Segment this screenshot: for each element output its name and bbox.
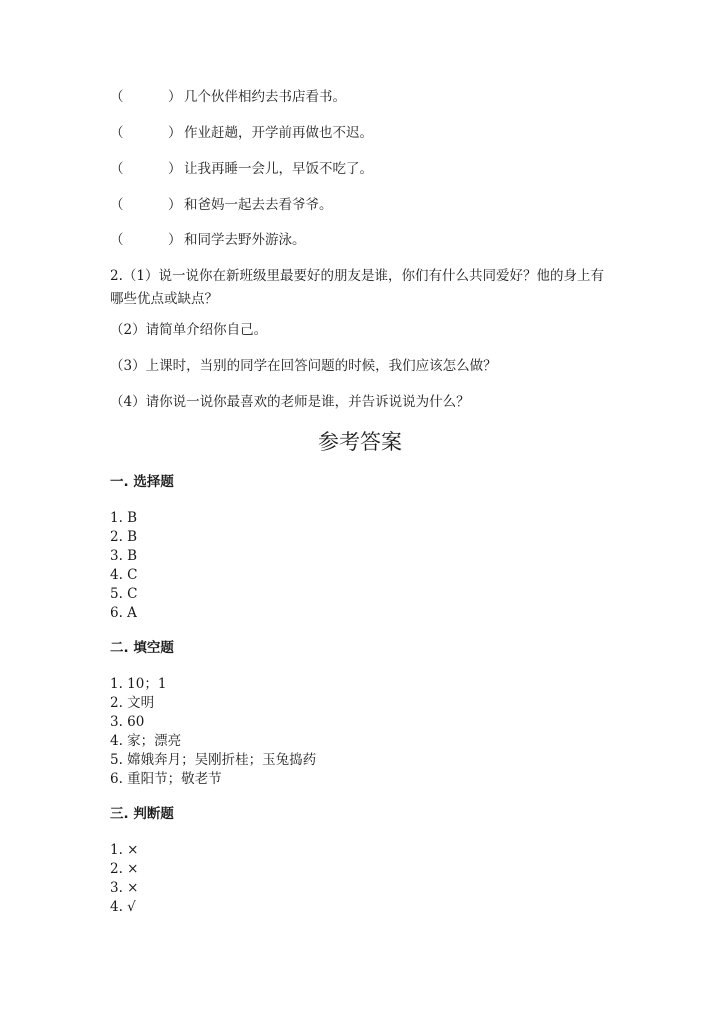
section-heading-true-false: 三. 判断题 — [110, 806, 174, 822]
paren-close: ） — [168, 89, 182, 105]
answer-item: 2. 文明 — [110, 695, 155, 711]
question-2-part-3: （3）上课时，当别的同学在回答问题的时候，我们应该怎么做？ — [110, 358, 497, 374]
answer-key-title: 参考答案 — [318, 430, 402, 454]
question-2-part-2: （2）请简单介绍你自己。 — [110, 322, 268, 338]
answer-item: 2. B — [110, 529, 138, 545]
paren-open: （ — [110, 197, 124, 213]
blank-item — [110, 160, 373, 178]
answer-item: 3. × — [110, 880, 139, 896]
blank-item-text: 和同学去野外游泳。 — [184, 232, 306, 248]
answer-item: 4. √ — [110, 899, 136, 915]
blank-item-text: 让我再睡一会儿，早饭不吃了。 — [184, 161, 373, 177]
paren-open: （ — [110, 125, 124, 141]
section-heading-choice: 一. 选择题 — [110, 474, 174, 490]
paren-open: （ — [110, 161, 124, 177]
answer-item: 5. 嫦娥奔月；吴刚折桂；玉兔捣药 — [110, 752, 317, 768]
paren-close: ） — [168, 125, 182, 141]
blank-item — [110, 88, 346, 106]
blank-item — [110, 231, 306, 249]
answer-item: 6. A — [110, 605, 137, 621]
section-heading-fill-blank: 二. 填空题 — [110, 640, 174, 656]
blank-item-text: 几个伙伴相约去书店看书。 — [184, 89, 346, 105]
answer-item: 1. × — [110, 842, 139, 858]
blank-item-text: 作业赶趟，开学前再做也不迟。 — [184, 125, 373, 141]
paren-close: ） — [168, 232, 182, 248]
answer-item: 1. 10；1 — [110, 676, 167, 692]
blank-item-text: 和爸妈一起去去看爷爷。 — [184, 197, 333, 213]
answer-item: 5. C — [110, 586, 138, 602]
answer-item: 1. B — [110, 510, 138, 526]
answer-list-true-false — [110, 841, 138, 917]
answer-list-fill-blank — [110, 675, 316, 789]
answer-item: 6. 重阳节；敬老节 — [110, 771, 222, 787]
question-2-part-1: 2.（1）说一说你在新班级里最要好的朋友是谁，你们有什么共同爱好？他的身上有哪些优点或缺点？ — [110, 268, 604, 307]
answer-item: 3. B — [110, 548, 138, 564]
answer-item: 4. 家；漂亮 — [110, 733, 182, 749]
answer-list-choice — [110, 509, 138, 623]
answer-item: 2. × — [110, 861, 139, 877]
blank-item — [110, 124, 373, 142]
question-2-part-4: （4）请你说一说你最喜欢的老师是谁，并告诉说说为什么？ — [110, 394, 470, 410]
answer-item: 3. 60 — [110, 714, 145, 730]
paren-close: ） — [168, 161, 182, 177]
paren-open: （ — [110, 89, 124, 105]
paren-open: （ — [110, 232, 124, 248]
answer-item: 4. C — [110, 567, 138, 583]
blank-item — [110, 196, 333, 214]
paren-close: ） — [168, 197, 182, 213]
